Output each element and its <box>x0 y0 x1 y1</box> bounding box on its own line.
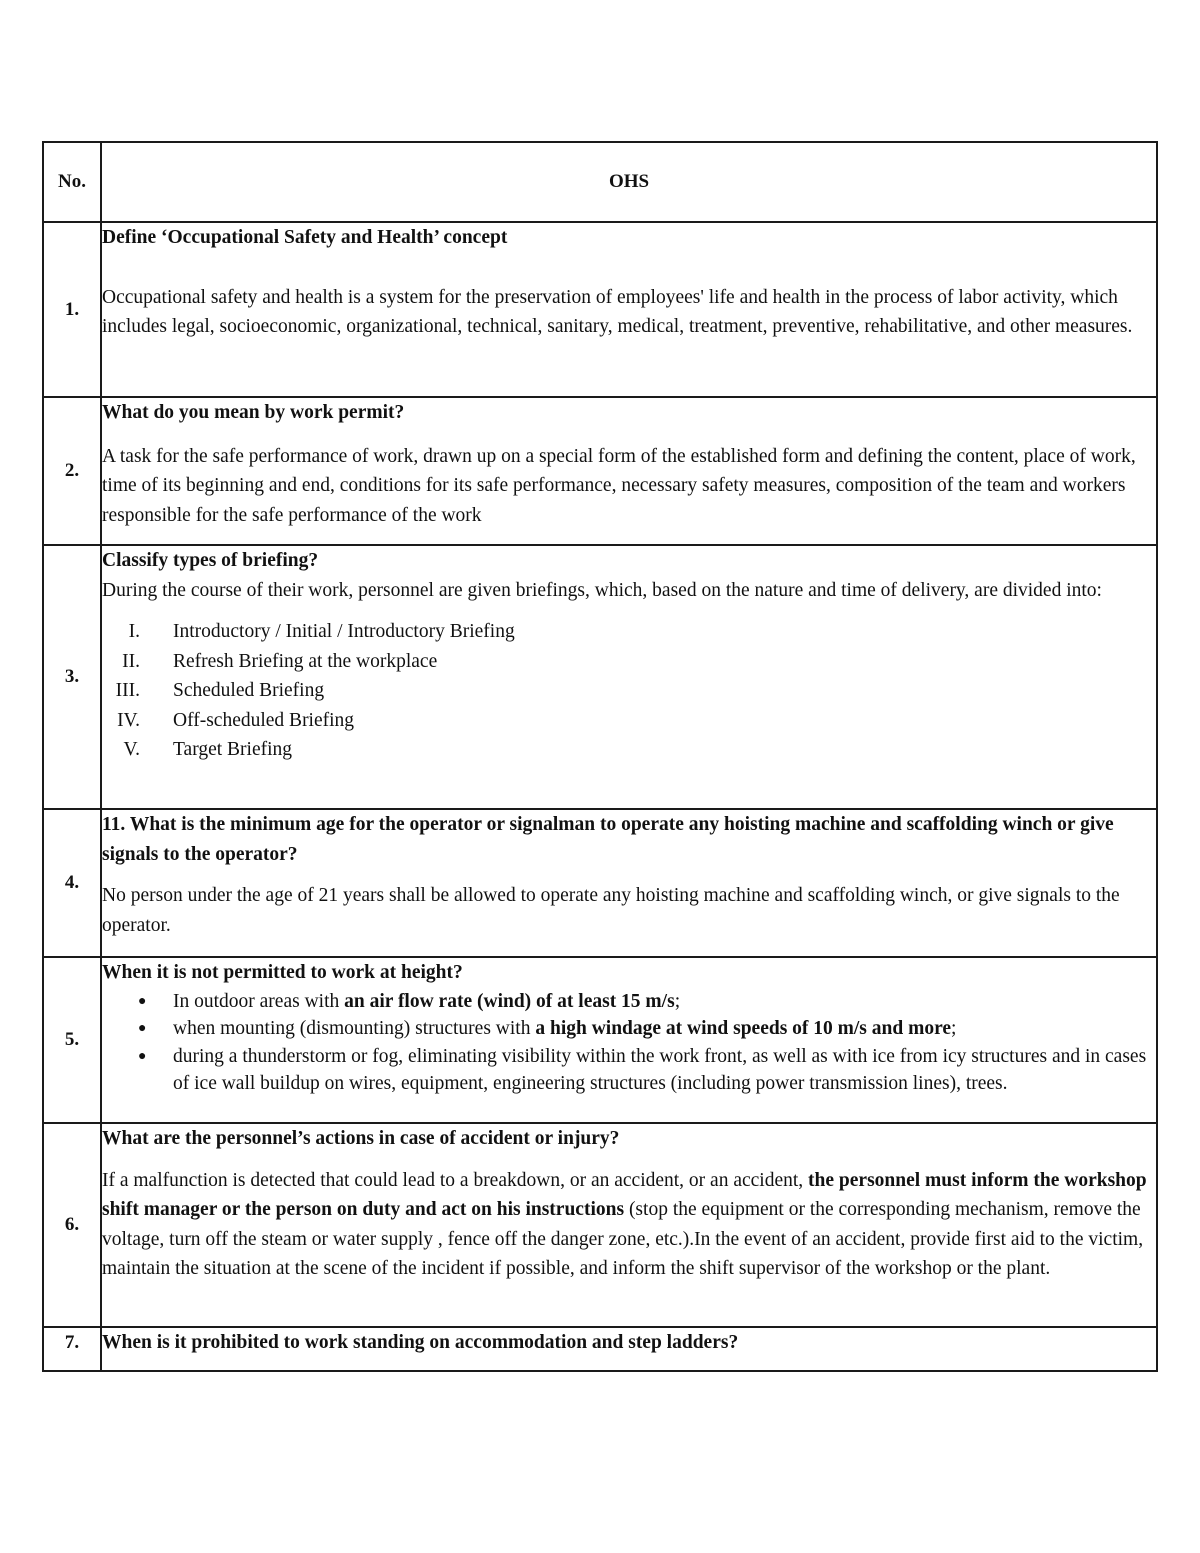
bullet-text-end: ; <box>674 990 681 1012</box>
table-row <box>43 1123 1157 1327</box>
row-number: 3. <box>43 545 101 809</box>
answer-bold-text: the personnel must inform the workshop shift manager or the person on duty and act on his instructions <box>102 1169 1147 1220</box>
answer-text: Occupational safety and health is a system for the preservation of employees' life and health in the process of labor activity, which includes legal, socioeconomic, organizational, technical, sanitary, medical, treatment, preventive, rehabilitative, and other measures. <box>102 286 1133 337</box>
bullet-icon: ● <box>138 993 147 1009</box>
list-text: Off-scheduled Briefing <box>173 709 355 731</box>
list-item <box>102 1043 1156 1098</box>
table-row <box>43 1327 1157 1371</box>
row-content <box>101 957 1157 1123</box>
answer-text-end: (stop the equipment or the corresponding mechanism, remove the voltage, turn off the steam or water supply , fence off the danger zone, etc.).In the event of an accident, provide first aid to the victim, maintain the situation at the scene of the incident if possible, and inform the shift supervisor of the workshop or the plant. <box>102 1199 1144 1279</box>
bullet-bold-text: a high windage at wind speeds of 10 m/s and more <box>535 1018 952 1039</box>
table-row <box>43 545 1157 809</box>
list-text: Target Briefing <box>173 739 293 760</box>
table-header-row <box>43 142 1157 222</box>
list-text: Introductory / Initial / Introductory Briefing <box>173 621 515 642</box>
bullet-text: In outdoor areas with <box>173 990 345 1012</box>
question-text: When it is not permitted to work at height? <box>102 962 463 983</box>
bullet-text: during a thunderstorm or fog, eliminating visibility within the work front, as well as with ice from icy structures and in cases of ice wall buildup on wires, equipment, engineering structures (including power transmission lines), trees. <box>173 1045 1147 1094</box>
row-content <box>101 545 1157 809</box>
question-text: 11. What is the minimum age for the operator or signalman to operate any hoisting machine and scaffolding winch or give signals to the operator? <box>102 814 1114 865</box>
list-item <box>102 617 1156 647</box>
ohs-table <box>42 141 1158 1372</box>
list-number: I. <box>128 621 140 642</box>
bullet-bold-text: an air flow rate (wind) of at least 15 m/s <box>344 990 675 1012</box>
list-item <box>102 706 1156 736</box>
list-number: IV. <box>117 709 140 731</box>
answer-text: No person under the age of 21 years shall be allowed to operate any hoisting machine and scaffolding winch, or give signals to the operator. <box>102 885 1120 936</box>
list-item <box>102 676 1156 706</box>
question-text: Define ‘Occupational Safety and Health’ concept <box>102 227 508 248</box>
list-item <box>102 735 1156 765</box>
answer-text <box>102 1166 1156 1284</box>
bullet-icon: ● <box>138 1021 147 1036</box>
question-text: What are the personnel’s actions in case of accident or injury? <box>102 1128 620 1149</box>
answer-text-start: If a malfunction is detected that could lead to a breakdown, or an accident, or an accident, <box>102 1169 809 1191</box>
row-content <box>101 222 1157 397</box>
list-item <box>102 647 1156 677</box>
row-content <box>101 1123 1157 1327</box>
list-number: III. <box>115 680 140 701</box>
list-item <box>102 1015 1156 1043</box>
intro-text: During the course of their work, personnel are given briefings, which, based on the nature and time of delivery, are divided into: <box>102 579 1102 601</box>
table-row <box>43 957 1157 1123</box>
row-number: 6. <box>43 1123 101 1327</box>
briefing-types-list <box>102 617 1156 765</box>
bullet-text-end: ; <box>951 1018 957 1039</box>
row-content <box>101 809 1157 957</box>
bullet-icon: ● <box>138 1048 147 1064</box>
answer-text: A task for the safe performance of work, drawn up on a special form of the established form and defining the content, place of work, time of its beginning and end, conditions for its safe performance, necessary safety measures, composition of the team and workers responsible for the safe performance of the work <box>102 445 1136 526</box>
row-content <box>101 1327 1157 1371</box>
height-restrictions-list <box>102 988 1156 1098</box>
row-number: 2. <box>43 397 101 545</box>
table-row <box>43 397 1157 545</box>
list-text: Scheduled Briefing <box>173 680 325 701</box>
header-title: OHS <box>101 142 1157 222</box>
question-text: When is it prohibited to work standing on accommodation and step ladders? <box>102 1332 739 1353</box>
list-number: V. <box>123 739 140 760</box>
question-text: What do you mean by work permit? <box>102 402 405 423</box>
list-number: II. <box>122 650 140 672</box>
list-text: Refresh Briefing at the workplace <box>173 650 438 672</box>
bullet-text: when mounting (dismounting) structures with <box>173 1018 536 1039</box>
header-no: No. <box>43 142 101 222</box>
question-text: Classify types of briefing? <box>102 550 319 571</box>
list-item <box>102 988 1156 1016</box>
table-row <box>43 809 1157 957</box>
table-row <box>43 222 1157 397</box>
row-number: 4. <box>43 809 101 957</box>
row-number: 5. <box>43 957 101 1123</box>
row-number: 1. <box>43 222 101 397</box>
row-content <box>101 397 1157 545</box>
row-number: 7. <box>43 1327 101 1371</box>
